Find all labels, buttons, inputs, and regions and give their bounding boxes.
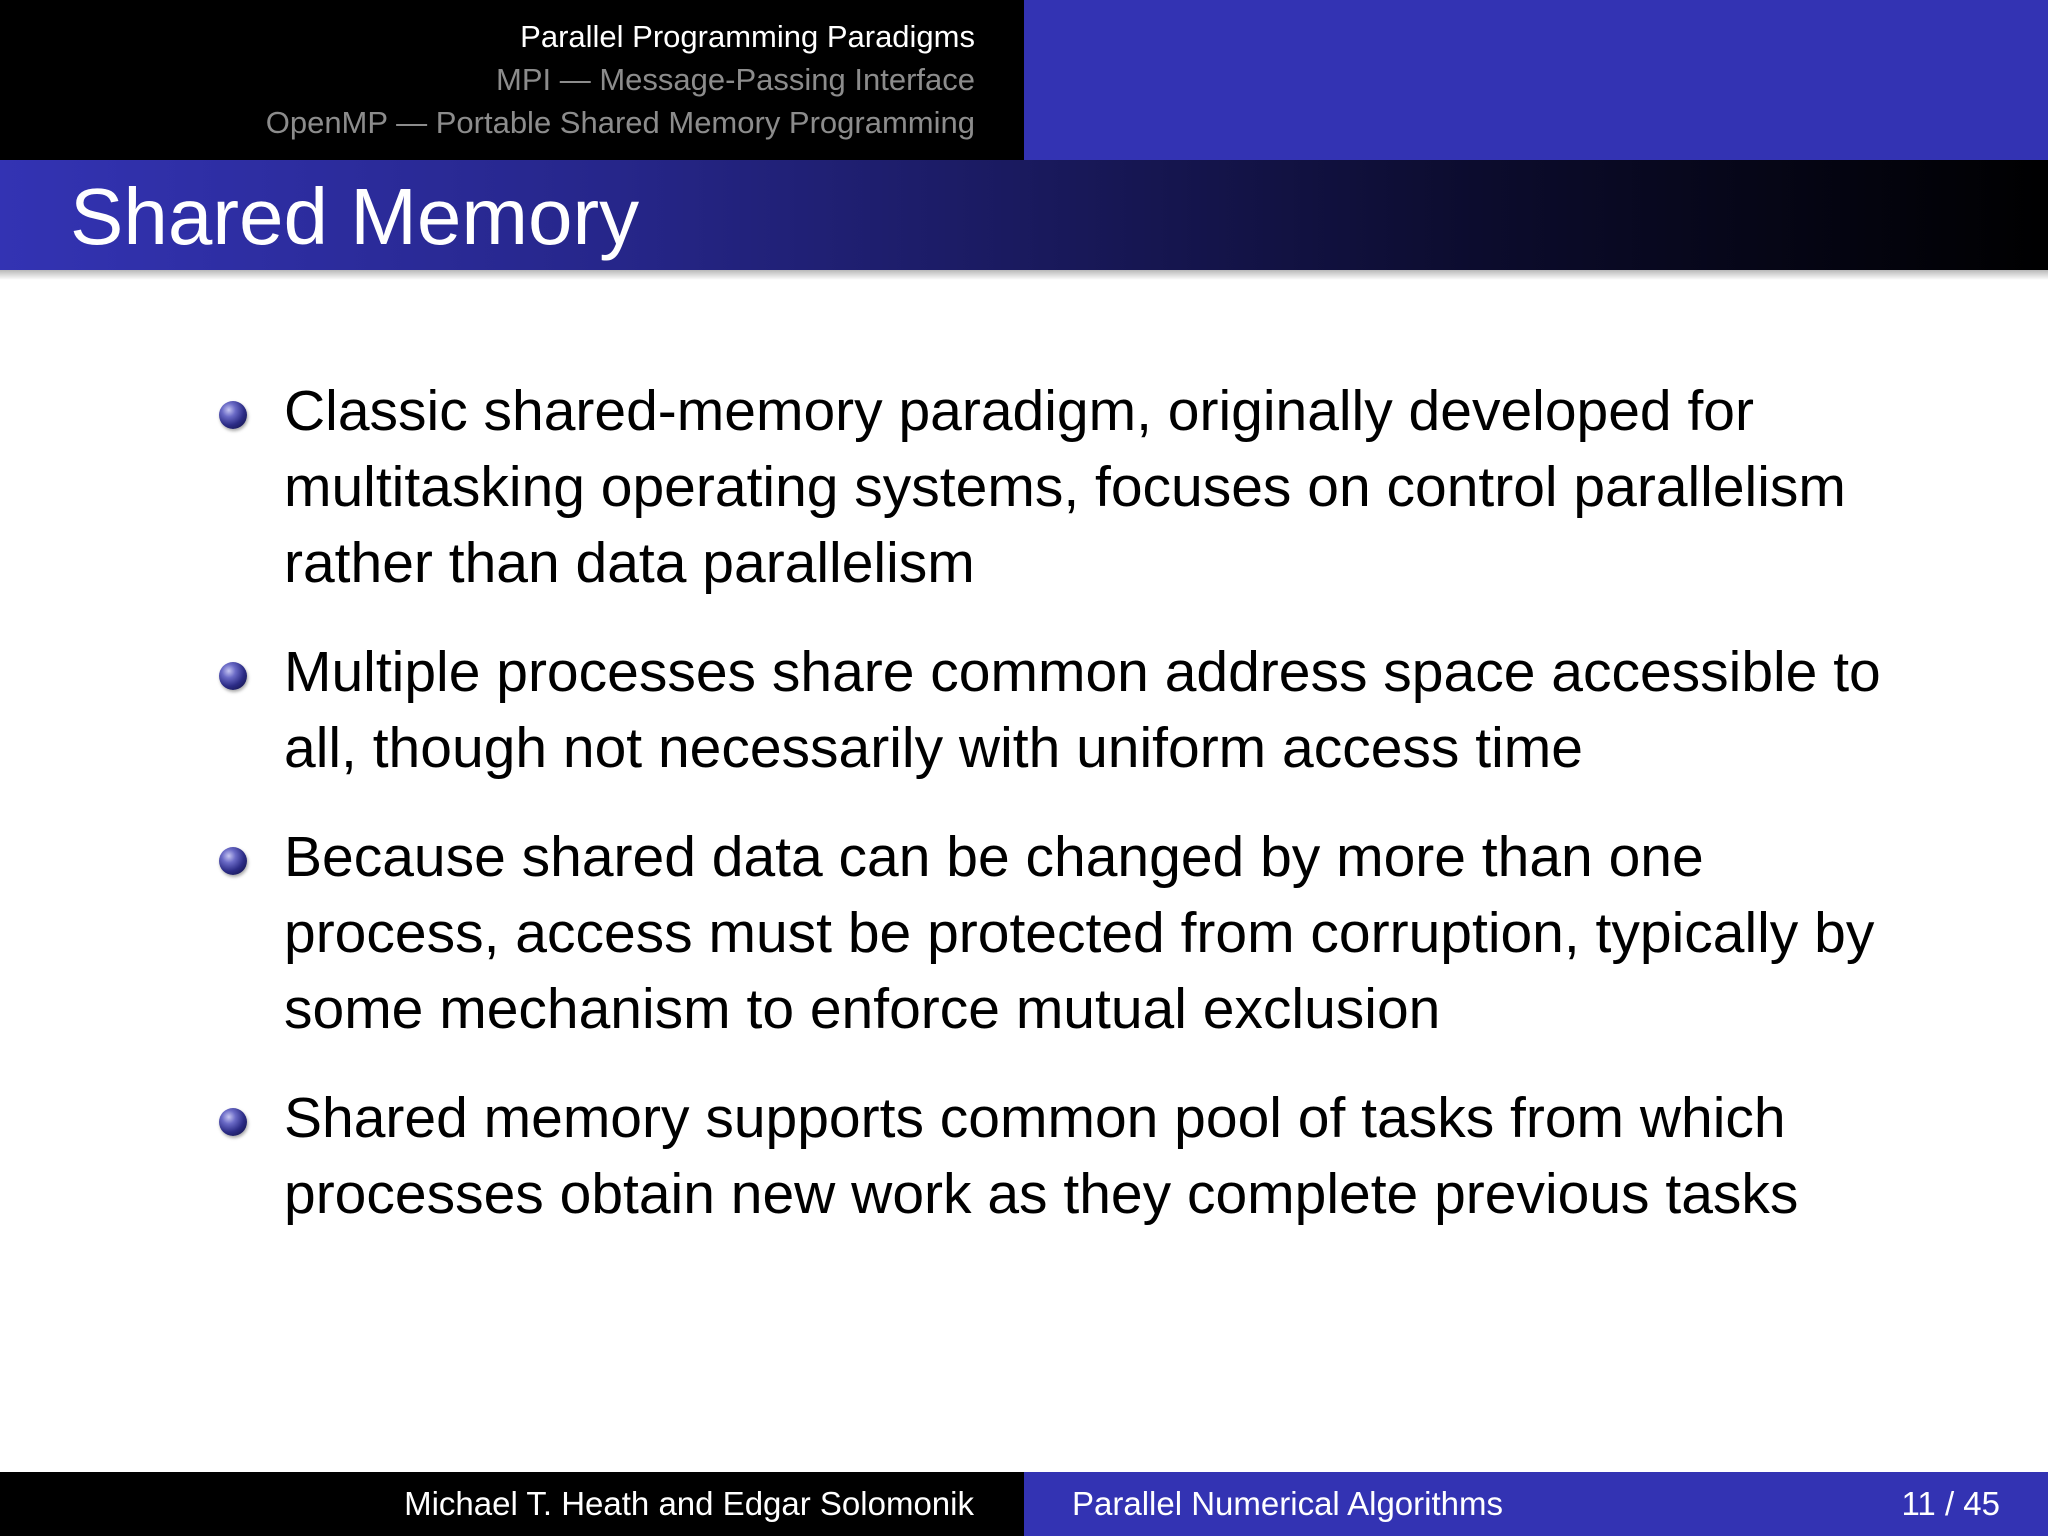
nav-section-mpi[interactable]: MPI — Message-Passing Interface (496, 62, 975, 97)
nav-section-parallel-programming-paradigms[interactable]: Parallel Programming Paradigms (520, 19, 975, 54)
navigation-accent-panel (1024, 0, 2048, 160)
ball-bullet-icon (219, 401, 247, 429)
ball-bullet-icon (219, 847, 247, 875)
bullet-text: Because shared data can be changed by more than one process, access must be protected from corruption, typically by some mechanism to enforce mutual exclusion (284, 825, 1875, 1041)
footer-course-title: Parallel Numerical Algorithms (1072, 1485, 1503, 1522)
bullet-item (214, 634, 1914, 786)
navigation-panel (0, 0, 1024, 160)
ball-bullet-icon (219, 1108, 247, 1136)
footer-title-panel (1024, 1472, 2048, 1536)
bullet-text: Classic shared-memory paradigm, originally developed for multitasking operating systems, focuses on control parallelism rather than data parallelism (284, 379, 1846, 595)
frame-title-bar (0, 160, 2048, 270)
page-number: 11 / 45 (1901, 1485, 2000, 1522)
bullet-item (214, 1080, 1914, 1232)
section-navigation-header (0, 0, 2048, 160)
nav-section-openmp[interactable]: OpenMP — Portable Shared Memory Programming (265, 105, 975, 140)
slide-footer (0, 1472, 2048, 1536)
bullet-text: Multiple processes share common address space accessible to all, though not necessarily with uniform access time (284, 640, 1881, 780)
footer-author-panel (0, 1472, 1024, 1536)
bullet-text: Shared memory supports common pool of tasks from which processes obtain new work as they complete previous tasks (284, 1086, 1799, 1226)
footer-authors: Michael T. Heath and Edgar Solomonik (404, 1485, 974, 1522)
frame-title: Shared Memory (70, 172, 640, 261)
title-bar-shadow (0, 270, 2048, 280)
bullet-list (214, 373, 1914, 1265)
ball-bullet-icon (219, 662, 247, 690)
section-list (266, 15, 975, 144)
bullet-item (214, 373, 1914, 601)
bullet-item (214, 819, 1914, 1047)
